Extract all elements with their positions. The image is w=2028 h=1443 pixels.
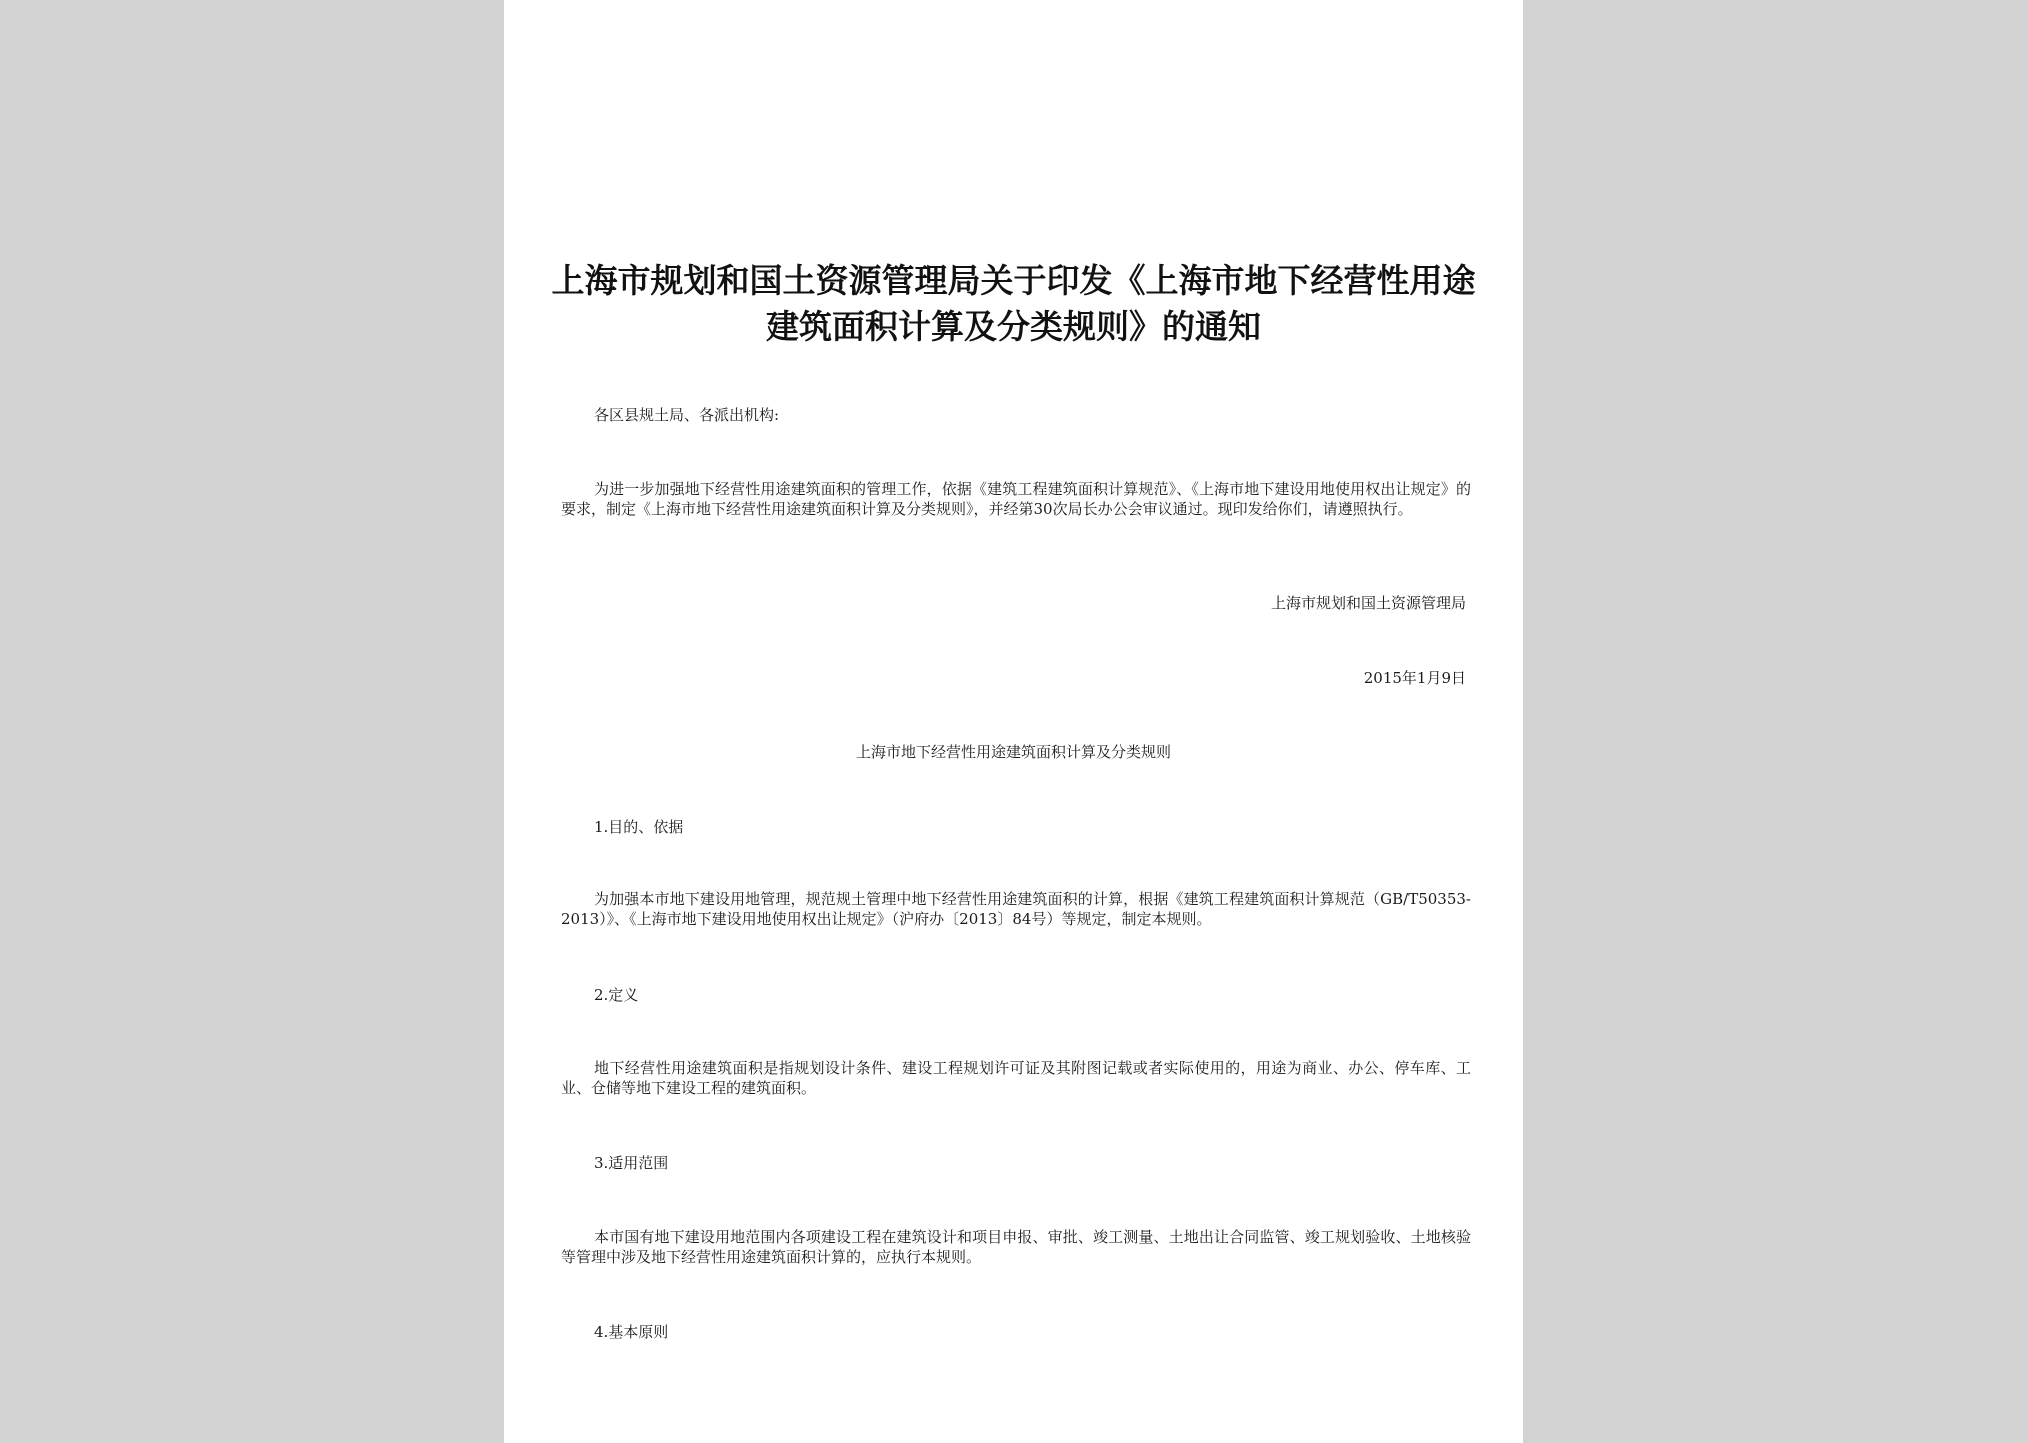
intro-paragraph: 为进一步加强地下经营性用途建筑面积的管理工作，依据《建筑工程建筑面积计算规范》、《上海市地下建设用地使用权出让规定》的要求，制定《上海市地下经营性用途建筑面积计算及分类规则》，并经第30次局长办公会审议通过。现印发给你们，请遵照执行。: [561, 480, 1471, 518]
salutation: 各区县规土局、各派出机构:: [594, 406, 780, 424]
section-heading: 2.定义: [594, 986, 639, 1004]
section-body: 地下经营性用途建筑面积是指规划设计条件、建设工程规划许可证及其附图记载或者实际使用的，用途为商业、办公、停车库、工业、仓储等地下建设工程的建筑面积。: [561, 1059, 1471, 1097]
rules-title: 上海市地下经营性用途建筑面积计算及分类规则: [855, 743, 1171, 761]
section-heading: 4.基本原则: [594, 1323, 669, 1341]
issuer-signature: 上海市规划和国土资源管理局: [1270, 594, 1466, 612]
issue-date: 2015年1月9日: [1363, 669, 1466, 687]
section-body: 本市国有地下建设用地范围内各项建设工程在建筑设计和项目申报、审批、竣工测量、土地出让合同监管、竣工规划验收、土地核验等管理中涉及地下经营性用途建筑面积计算的，应执行本规则。: [561, 1228, 1471, 1266]
section-body: 为加强本市地下建设用地管理，规范规土管理中地下经营性用途建筑面积的计算，根据《建筑工程建筑面积计算规范（GB/T50353-2013）》、《上海市地下建设用地使用权出让规定》（沪府办〔2013〕84号）等规定，制定本规则。: [561, 890, 1471, 928]
section-heading: 3.适用范围: [594, 1154, 669, 1172]
document-page: [504, 0, 1523, 1443]
section-heading: 1.目的、依据: [594, 818, 684, 836]
document-title: 上海市规划和国土资源管理局关于印发《上海市地下经营性用途建筑面积计算及分类规则》的通知: [551, 261, 1476, 346]
